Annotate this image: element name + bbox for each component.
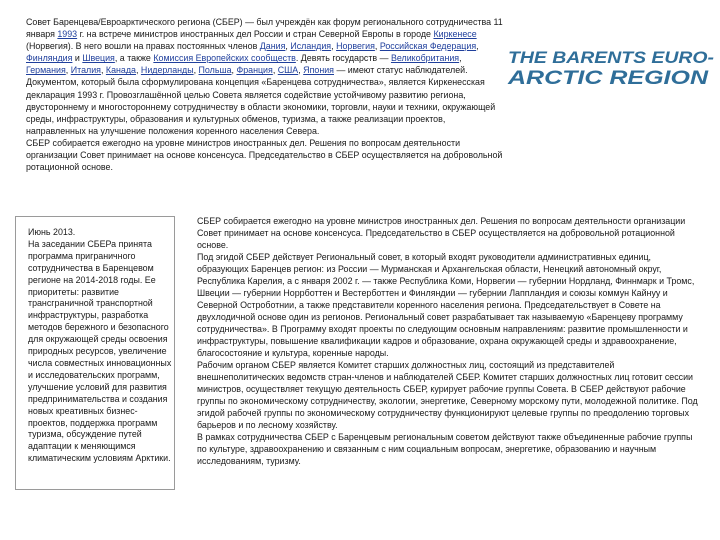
logo-line-2: ARCTIC REGION xyxy=(506,67,710,86)
intro-link[interactable]: Дания xyxy=(259,41,286,52)
intro-link[interactable]: Киркенесе xyxy=(433,29,477,40)
intro-link[interactable]: Финляндия xyxy=(26,53,73,64)
intro-link[interactable]: Швеция xyxy=(82,53,115,64)
intro-text: , xyxy=(272,65,278,76)
intro-link[interactable]: Великобритания xyxy=(390,53,460,64)
main-paragraph-1: СБЕР собирается ежегодно на уровне министров иностранных дел. Решения по вопросам деятельности организации Совет принимает на основе консенсуса. Председательство в СБЕР осуществляется на добровольной ротационной основе. xyxy=(197,216,686,250)
meetings-paragraph: СБЕР собирается ежегодно на уровне министров иностранных дел. Решения по вопросам деятельности организации Совет принимает на основе консенсуса. Председательство в СБЕР осуществляется на добровольной ротационной основе. xyxy=(26,137,503,173)
intro-text: , а также xyxy=(114,53,154,64)
intro-link[interactable]: Комиссия Европейских сообществ xyxy=(153,53,296,64)
intro-link[interactable]: Канада xyxy=(105,65,136,76)
intro-text: — имеют статус наблюдателей. xyxy=(334,65,468,76)
intro-text: Совет Баренцева/Евроарктического региона (СБЕР) — был учреждён как форум регионального сотрудничества 11 января xyxy=(26,17,503,40)
news-text: На заседании СБЕРа принята программа приграничного сотрудничества в Баренцевом регионе на 2014-2018 годы. Ее приоритеты: развитие трансграничной транспортной инфраструктуры, разработка методов бережного и безопасного для окружающей среды освоения природных ресурсов, увеличение числа совместных инновационных и исследовательских программ, улучшение условий для развития предпринимательства и создания новых креативных бизнес-проектов, поддержка программ туризма, обсуждение путей адаптации к меняющимся климатическим условиям Арктики. xyxy=(28,238,172,464)
declaration-paragraph: Документом, который была сформулирована концепция «Баренцева сотрудничества», является Киркенесская декларация 1993 г. Провозглашённой целью Совета является содействие устойчивому развитию региона, двустороннему и многостороннему сотрудничеству в области экономики, торговли, науки и техники, окружающей среды, инфраструктуры, образования и культурных обменов, туризма, а также реализации проектов, направленных на улучшение положения коренного населения Севера. xyxy=(26,77,496,136)
news-sidebar xyxy=(15,216,175,490)
intro-text: , xyxy=(298,65,304,76)
intro-text: , xyxy=(285,41,291,52)
intro-link[interactable]: Франция xyxy=(236,65,273,76)
main-section xyxy=(197,215,701,467)
intro-link[interactable]: Польша xyxy=(198,65,232,76)
main-paragraph-2: Под эгидой СБЕР действует Региональный совет, в который входят руководители административных единиц, образующих Баренцев регион: из России — Мурманская и Архангельская области, Ненецкий автономный округ, Республика Карелия, а с января 2002 г. — также Республика Коми, Норвегии — губернии Нордланд, Финнмарк и Тромс, Швеции — губернии Норрботтен и Вестерботтен и Финляндии — губернии Лаппландия и союзы коммун Кайнуу и Северной Остроботнии, а также представители коренного населения региона. Председательствует в Совете на двухлодичной основе один из регионов. Региональный совет разрабатывает так называемую «Баренцеву программу сотрудничества». В Программу входят проекты по следующим основным направлениям: развитие промышленности и инфраструктуры, повышение квалификации кадров и образование, охрана окружающей среды и здравоохранение, благосостояние и культура, коренные народы. xyxy=(197,252,695,358)
intro-text: и xyxy=(72,53,83,64)
intro-text: (Норвегия). В него вошли на правах постоянных членов xyxy=(26,41,260,52)
intro-text: , xyxy=(476,41,479,52)
intro-text: , xyxy=(100,65,106,76)
intro-link[interactable]: Исландия xyxy=(290,41,332,52)
intro-text: , xyxy=(193,65,199,76)
intro-paragraph xyxy=(26,16,504,76)
intro-link[interactable]: США xyxy=(277,65,299,76)
intro-text: , xyxy=(231,65,237,76)
intro-text: . Девять государств — xyxy=(295,53,391,64)
intro-link[interactable]: Италия xyxy=(70,65,101,76)
intro-link[interactable]: Норвегия xyxy=(336,41,375,52)
intro-text: , xyxy=(459,53,462,64)
intro-text: , xyxy=(374,41,380,52)
intro-text: , xyxy=(135,65,141,76)
intro-link[interactable]: Германия xyxy=(26,65,66,76)
main-paragraph-3: Рабочим органом СБЕР является Комитет старших должностных лиц, состоящий из представителей внешнеполитических ведомств стран-членов и наблюдателей СБЕР. Комитет старших должностных лиц готовит сессии министров, осуществляет текущую деятельность СБЕР, курирует рабочие группы Совета. В СБЕР действуют рабочие группы по экономическому сотрудничеству, экологии, энергетике, Северному морскому пути, молодежной политике. Под эгидой рабочей группы по экономическому сотрудничеству функционируют целевые группы по преодолению торговых барьеров и по лесному хозяйству. xyxy=(197,360,698,430)
intro-text: г. на встрече министров иностранных дел России и стран Северной Европы в городе xyxy=(77,29,434,40)
logo-line-1: THE BARENTS EURO- xyxy=(508,48,715,67)
main-paragraph-4: В рамках сотрудничества СБЕР с Баренцевым региональным советом действуют также объединенные рабочие группы по культуре, здравоохранению и связанным с ним социальным вопросам, энергетике, образованию и научным исследованиям, туризму. xyxy=(197,432,693,466)
intro-link[interactable]: Япония xyxy=(303,65,334,76)
intro-link[interactable]: Нидерланды xyxy=(140,65,194,76)
intro-section xyxy=(26,16,504,173)
intro-text: , xyxy=(65,65,71,76)
intro-text: , xyxy=(331,41,337,52)
intro-link[interactable]: 1993 xyxy=(57,29,78,40)
news-date: Июнь 2013. xyxy=(28,227,76,237)
intro-link[interactable]: Российская Федерация xyxy=(379,41,477,52)
barents-region-logo xyxy=(506,46,718,86)
